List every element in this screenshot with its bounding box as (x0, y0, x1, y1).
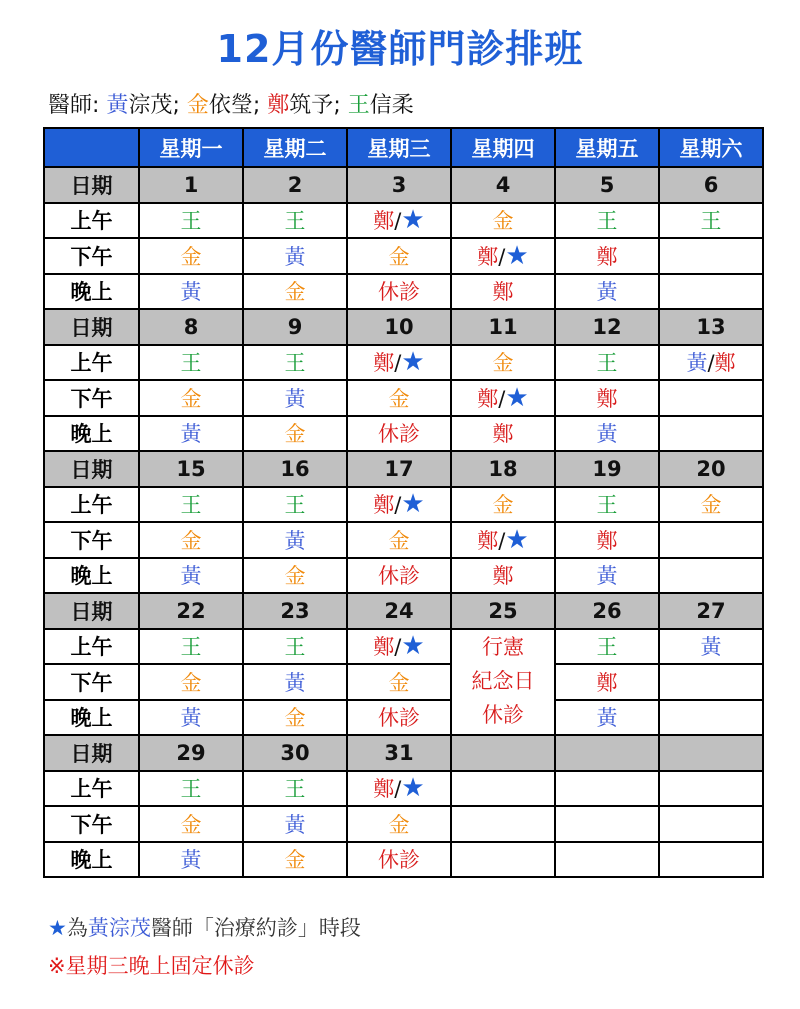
doctor-mark: 王 (284, 635, 306, 660)
schedule-cell (451, 345, 555, 381)
date-cell: 6 (659, 167, 763, 203)
date-cell: 10 (347, 309, 451, 345)
schedule-cell (139, 238, 243, 274)
doctor-mark: 金 (284, 564, 306, 589)
closed-text: 休診 (378, 422, 420, 447)
row-label-evening: 晚上 (44, 842, 139, 878)
row-label-morning: 上午 (44, 203, 139, 239)
schedule-body (44, 167, 763, 877)
row-label-date: 日期 (44, 309, 139, 345)
afternoon-row (44, 380, 763, 416)
schedule-cell (243, 806, 347, 842)
schedule-cell (555, 274, 659, 310)
header-wednesday: 星期三 (347, 128, 451, 167)
schedule-cell (659, 203, 763, 239)
holiday-cell (451, 629, 555, 736)
schedule-cell (451, 558, 555, 594)
doctor-mark: 黃 (686, 351, 708, 376)
weekday-header-row (44, 128, 763, 167)
date-row (44, 735, 763, 771)
doctor-mark: 金 (284, 848, 306, 873)
doctor-mark: 黃 (596, 422, 618, 447)
schedule-cell (347, 558, 451, 594)
schedule-cell (347, 203, 451, 239)
schedule-cell (347, 664, 451, 700)
empty-cell (659, 664, 763, 700)
schedule-cell (451, 203, 555, 239)
date-cell: 22 (139, 593, 243, 629)
date-cell (451, 735, 555, 771)
schedule-cell (555, 664, 659, 700)
date-cell: 1 (139, 167, 243, 203)
doctor-mark: 金 (388, 670, 410, 695)
evening-row (44, 700, 763, 736)
doctor-mark: 金 (180, 670, 202, 695)
row-label-evening: 晚上 (44, 700, 139, 736)
holiday-text: 紀念日 (471, 668, 535, 693)
morning-row (44, 345, 763, 381)
doctor-zheng-short: 鄭 (267, 93, 290, 118)
schedule-cell (139, 558, 243, 594)
empty-cell (659, 842, 763, 878)
closed-text: 休診 (378, 564, 420, 589)
holiday-text: 行憲 (482, 635, 524, 660)
doctor-separator: ; (252, 93, 268, 118)
doctor-jin-name: 依瑩 (208, 93, 253, 118)
date-cell: 5 (555, 167, 659, 203)
empty-cell (451, 806, 555, 842)
slash-separator: / (707, 351, 715, 376)
evening-row (44, 416, 763, 452)
morning-row (44, 203, 763, 239)
doctor-separator: ; (333, 93, 348, 118)
row-label-evening: 晚上 (44, 416, 139, 452)
schedule-cell (243, 487, 347, 523)
schedule-cell (347, 771, 451, 807)
doctor-mark: 王 (284, 493, 306, 518)
doctor-mark: 王 (180, 209, 202, 234)
header-thursday: 星期四 (451, 128, 555, 167)
empty-cell (659, 771, 763, 807)
schedule-cell (139, 345, 243, 381)
star-note-post: 醫師「治療約診」時段 (150, 916, 361, 940)
schedule-cell (243, 558, 347, 594)
date-cell: 13 (659, 309, 763, 345)
doctor-mark: 鄭 (373, 635, 395, 660)
date-cell: 4 (451, 167, 555, 203)
schedule-cell (139, 629, 243, 665)
star-icon: ★ (505, 524, 529, 555)
doctor-mark: 王 (180, 351, 202, 376)
slash-separator: / (498, 528, 506, 553)
empty-cell (555, 842, 659, 878)
star-icon: ★ (401, 773, 425, 804)
date-cell: 31 (347, 735, 451, 771)
doctor-mark: 王 (596, 635, 618, 660)
date-row (44, 593, 763, 629)
doctor-legend (48, 88, 414, 119)
doctor-legend-prefix: 醫師: (48, 93, 107, 118)
empty-cell (659, 380, 763, 416)
doctor-mark: 王 (596, 493, 618, 518)
doctor-mark: 黃 (596, 706, 618, 731)
slash-separator: / (498, 244, 506, 269)
date-cell: 8 (139, 309, 243, 345)
schedule-cell (243, 842, 347, 878)
schedule-cell (555, 380, 659, 416)
schedule-cell (347, 274, 451, 310)
schedule-cell (555, 238, 659, 274)
doctor-mark: 鄭 (492, 564, 514, 589)
star-note (48, 912, 361, 942)
schedule-cell (139, 203, 243, 239)
doctor-mark: 王 (180, 777, 202, 802)
schedule-cell (243, 203, 347, 239)
empty-cell (555, 806, 659, 842)
schedule-cell (243, 238, 347, 274)
row-label-morning: 上午 (44, 487, 139, 523)
doctor-mark: 鄭 (477, 386, 499, 411)
doctor-mark: 黃 (596, 280, 618, 305)
schedule-cell (347, 700, 451, 736)
morning-row (44, 629, 763, 665)
row-label-afternoon: 下午 (44, 806, 139, 842)
schedule-cell (347, 416, 451, 452)
row-label-date: 日期 (44, 167, 139, 203)
doctor-separator: ; (172, 93, 187, 118)
schedule-cell (555, 487, 659, 523)
date-cell: 17 (347, 451, 451, 487)
doctor-mark: 金 (388, 244, 410, 269)
schedule-cell (451, 487, 555, 523)
schedule-cell (139, 806, 243, 842)
schedule-cell (347, 380, 451, 416)
schedule-cell (555, 416, 659, 452)
schedule-cell (451, 380, 555, 416)
empty-cell (555, 771, 659, 807)
star-note-doctor: 黃淙茂 (87, 916, 151, 940)
doctor-mark: 金 (180, 386, 202, 411)
schedule-cell (451, 238, 555, 274)
star-icon: ★ (505, 240, 529, 271)
holiday-text: 休診 (482, 702, 524, 727)
schedule-cell (451, 522, 555, 558)
doctor-mark: 王 (284, 777, 306, 802)
closed-text: 休診 (378, 848, 420, 873)
date-cell: 27 (659, 593, 763, 629)
header-tuesday: 星期二 (243, 128, 347, 167)
doctor-mark: 王 (284, 351, 306, 376)
doctor-mark: 黃 (284, 670, 306, 695)
schedule-cell (139, 664, 243, 700)
row-label-date: 日期 (44, 735, 139, 771)
doctor-mark: 金 (180, 244, 202, 269)
doctor-mark: 黃 (284, 244, 306, 269)
row-label-evening: 晚上 (44, 274, 139, 310)
doctor-mark: 金 (492, 493, 514, 518)
schedule-cell (243, 416, 347, 452)
schedule-cell (139, 842, 243, 878)
empty-cell (659, 558, 763, 594)
doctor-wang-name: 信柔 (369, 93, 414, 118)
schedule-cell (347, 806, 451, 842)
slash-separator: / (394, 493, 402, 518)
schedule-cell (347, 345, 451, 381)
star-icon: ★ (401, 347, 425, 378)
schedule-cell (347, 238, 451, 274)
doctor-mark: 金 (180, 812, 202, 837)
schedule-cell (139, 487, 243, 523)
star-icon: ★ (48, 916, 67, 940)
doctor-mark: 金 (388, 528, 410, 553)
schedule-cell (243, 629, 347, 665)
row-label-afternoon: 下午 (44, 664, 139, 700)
date-cell: 25 (451, 593, 555, 629)
schedule-cell (555, 345, 659, 381)
doctor-mark: 鄭 (373, 493, 395, 518)
evening-row (44, 842, 763, 878)
date-row (44, 167, 763, 203)
schedule-cell (347, 842, 451, 878)
date-cell: 3 (347, 167, 451, 203)
doctor-mark: 金 (284, 422, 306, 447)
doctor-mark: 黃 (180, 564, 202, 589)
empty-cell (451, 842, 555, 878)
doctor-mark: 鄭 (492, 422, 514, 447)
doctor-mark: 金 (180, 528, 202, 553)
schedule-cell (139, 522, 243, 558)
schedule-cell (139, 416, 243, 452)
closed-text: 休診 (378, 280, 420, 305)
afternoon-row (44, 806, 763, 842)
schedule-cell (555, 700, 659, 736)
doctor-huang-name: 淙茂 (128, 93, 173, 118)
doctor-mark: 黃 (180, 706, 202, 731)
doctor-mark: 金 (388, 386, 410, 411)
schedule-cell (555, 203, 659, 239)
doctor-mark: 金 (492, 209, 514, 234)
row-label-morning: 上午 (44, 629, 139, 665)
closed-note: ※星期三晚上固定休診 (48, 954, 255, 978)
doctor-mark: 鄭 (477, 528, 499, 553)
row-label-afternoon: 下午 (44, 522, 139, 558)
schedule-cell (659, 487, 763, 523)
doctor-mark: 王 (180, 493, 202, 518)
row-label-morning: 上午 (44, 345, 139, 381)
schedule-cell (139, 380, 243, 416)
doctor-mark: 王 (284, 209, 306, 234)
doctor-mark: 黃 (180, 280, 202, 305)
morning-row (44, 771, 763, 807)
afternoon-row (44, 238, 763, 274)
date-cell: 11 (451, 309, 555, 345)
doctor-mark: 黃 (284, 528, 306, 553)
date-cell: 23 (243, 593, 347, 629)
row-label-afternoon: 下午 (44, 238, 139, 274)
schedule-cell (139, 771, 243, 807)
doctor-huang-short: 黃 (106, 93, 129, 118)
slash-separator: / (394, 635, 402, 660)
doctor-wang-short: 王 (347, 93, 370, 118)
slash-separator: / (394, 777, 402, 802)
header-saturday: 星期六 (659, 128, 763, 167)
row-label-morning: 上午 (44, 771, 139, 807)
morning-row (44, 487, 763, 523)
schedule-cell (555, 558, 659, 594)
header-corner (44, 128, 139, 167)
schedule-cell (243, 700, 347, 736)
afternoon-row (44, 522, 763, 558)
date-cell (659, 735, 763, 771)
doctor-mark: 黃 (596, 564, 618, 589)
doctor-mark: 黃 (700, 635, 722, 660)
doctor-mark: 黃 (180, 422, 202, 447)
schedule-cell (139, 700, 243, 736)
closed-text: 休診 (378, 706, 420, 731)
doctor-mark: 鄭 (714, 351, 736, 376)
doctor-jin-short: 金 (186, 93, 209, 118)
evening-row (44, 558, 763, 594)
date-cell: 12 (555, 309, 659, 345)
doctor-mark: 王 (180, 635, 202, 660)
star-note-pre: 為 (66, 916, 88, 940)
empty-cell (659, 274, 763, 310)
schedule-cell (659, 629, 763, 665)
doctor-mark: 金 (700, 493, 722, 518)
date-cell: 29 (139, 735, 243, 771)
star-icon: ★ (401, 205, 425, 236)
schedule-cell (139, 274, 243, 310)
doctor-mark: 鄭 (373, 777, 395, 802)
doctor-zheng-name: 筑予 (289, 93, 334, 118)
doctor-mark: 黃 (284, 812, 306, 837)
schedule-cell (451, 274, 555, 310)
schedule-cell (347, 522, 451, 558)
page-title: 12月份醫師門診排班 (216, 27, 584, 71)
date-cell: 20 (659, 451, 763, 487)
slash-separator: / (498, 386, 506, 411)
schedule-cell (347, 629, 451, 665)
schedule-cell (243, 522, 347, 558)
doctor-mark: 金 (284, 706, 306, 731)
row-label-date: 日期 (44, 451, 139, 487)
schedule-cell (243, 771, 347, 807)
afternoon-row (44, 664, 763, 700)
schedule-cell (243, 345, 347, 381)
date-cell: 15 (139, 451, 243, 487)
empty-cell (659, 238, 763, 274)
row-label-evening: 晚上 (44, 558, 139, 594)
doctor-mark: 黃 (180, 848, 202, 873)
doctor-mark: 金 (284, 280, 306, 305)
schedule-cell (243, 274, 347, 310)
doctor-mark: 王 (596, 351, 618, 376)
schedule-table (43, 127, 764, 878)
date-cell: 30 (243, 735, 347, 771)
date-cell: 18 (451, 451, 555, 487)
date-cell: 16 (243, 451, 347, 487)
doctor-mark: 王 (596, 209, 618, 234)
doctor-mark: 鄭 (596, 244, 618, 269)
doctor-mark: 黃 (284, 386, 306, 411)
empty-cell (659, 700, 763, 736)
date-cell (555, 735, 659, 771)
schedule-cell (555, 522, 659, 558)
empty-cell (659, 806, 763, 842)
empty-cell (659, 416, 763, 452)
doctor-mark: 鄭 (596, 386, 618, 411)
date-cell: 24 (347, 593, 451, 629)
row-label-date: 日期 (44, 593, 139, 629)
empty-cell (451, 771, 555, 807)
doctor-mark: 鄭 (373, 209, 395, 234)
header-friday: 星期五 (555, 128, 659, 167)
doctor-mark: 王 (700, 209, 722, 234)
date-row (44, 451, 763, 487)
date-cell: 19 (555, 451, 659, 487)
doctor-mark: 鄭 (596, 528, 618, 553)
schedule-cell (243, 380, 347, 416)
date-cell: 9 (243, 309, 347, 345)
schedule-cell (451, 416, 555, 452)
slash-separator: / (394, 209, 402, 234)
date-cell: 26 (555, 593, 659, 629)
doctor-mark: 鄭 (373, 351, 395, 376)
evening-row (44, 274, 763, 310)
doctor-mark: 鄭 (596, 670, 618, 695)
doctor-mark: 鄭 (492, 280, 514, 305)
schedule-cell (347, 487, 451, 523)
doctor-mark: 鄭 (477, 244, 499, 269)
schedule-cell (555, 629, 659, 665)
star-icon: ★ (505, 382, 529, 413)
schedule-cell (243, 664, 347, 700)
header-monday: 星期一 (139, 128, 243, 167)
empty-cell (659, 522, 763, 558)
date-row (44, 309, 763, 345)
star-icon: ★ (401, 631, 425, 662)
schedule-cell (659, 345, 763, 381)
doctor-mark: 金 (388, 812, 410, 837)
slash-separator: / (394, 351, 402, 376)
row-label-afternoon: 下午 (44, 380, 139, 416)
doctor-mark: 金 (492, 351, 514, 376)
star-icon: ★ (401, 489, 425, 520)
date-cell: 2 (243, 167, 347, 203)
